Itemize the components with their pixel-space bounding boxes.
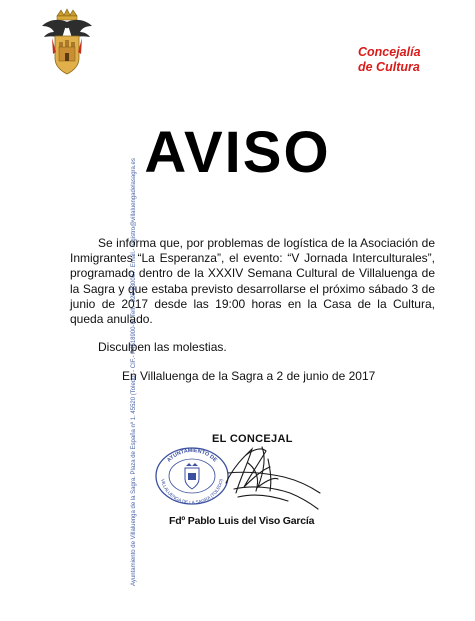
seal-text-bottom: VILLALUENGA DE LA SAGRA (TOLEDO) (160, 478, 224, 506)
municipal-crest-icon (40, 8, 94, 76)
sidebar-address: Ayuntamiento de Villaluenga de la Sagra. Plaza de España nº 1. 45520 (Toledo) - CIF.- P4518900-H. Telf.- 925 530067. Email.- registro@villaluengadelasagra.es (131, 158, 137, 586)
department-line-1: Concejalía (358, 45, 421, 59)
notice-title: AVISO (144, 120, 331, 185)
apology-text: Disculpen las molestias. (98, 340, 227, 354)
place-date: En Villaluenga de la Sagra a 2 de junio de 2017 (122, 369, 376, 383)
notice-paragraph: Se informa que, por problemas de logística de la Asociación de Inmigrantes “La Esperanza”, el evento: “V Jornada Interculturales”, programado dentro de la XXXIV Semana Cultural de Villaluenga de la Sagra y que estaba previsto desarrollarse el próximo sábado 3 de junio de 2017 desde las 19:00 horas en la Casa de la Cultura, queda anulado. (70, 236, 435, 327)
seal-text-top: AYUNTAMIENTO DE (166, 447, 218, 464)
signer-name: Fdº Pablo Luis del Viso García (169, 515, 315, 527)
signer-role: EL CONCEJAL (212, 433, 293, 445)
handwritten-signature (208, 443, 326, 513)
department-header (358, 45, 468, 75)
department-line-2: de Cultura (358, 60, 420, 74)
